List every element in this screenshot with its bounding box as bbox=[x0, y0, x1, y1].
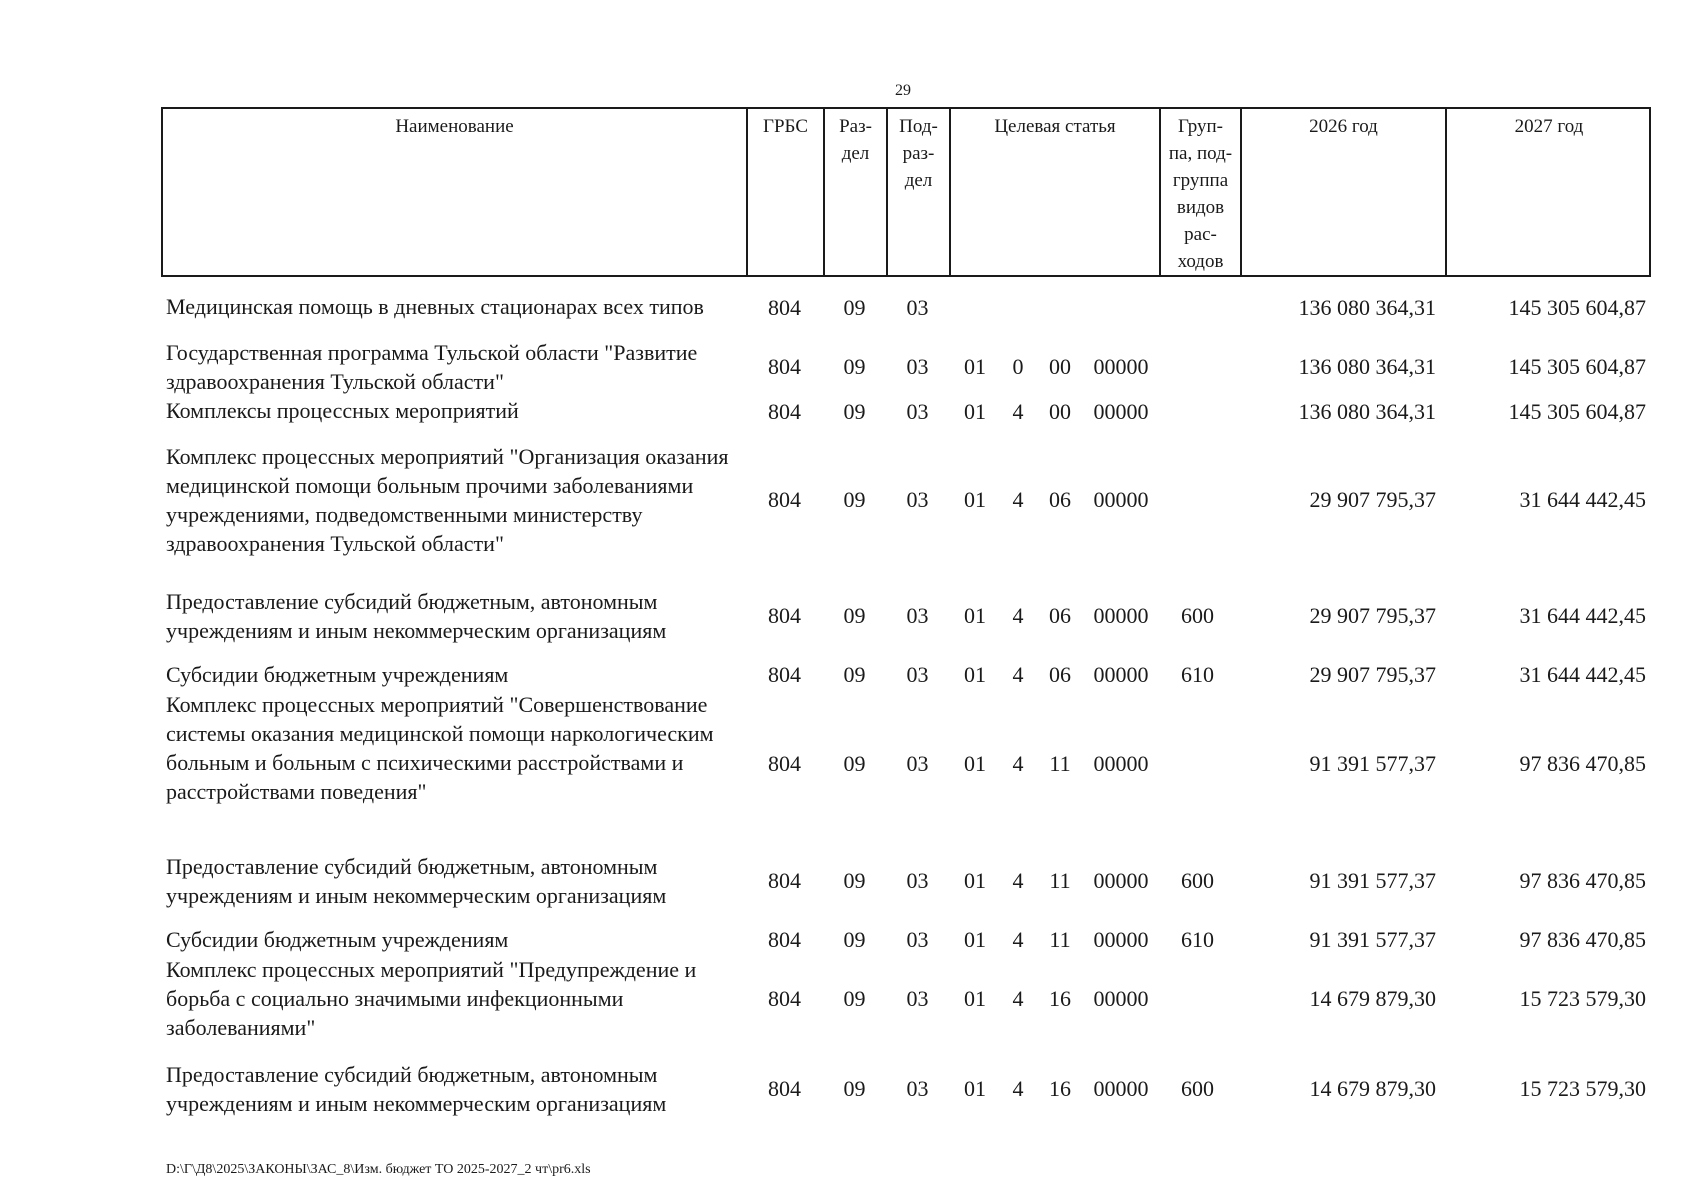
header-razdel: Раз- дел bbox=[823, 109, 886, 275]
cell-t1: 01 bbox=[964, 751, 986, 776]
cell-pr: 03 bbox=[906, 927, 929, 952]
cell-t1: 01 bbox=[964, 603, 986, 628]
header-target: Целевая статья bbox=[949, 109, 1159, 275]
cell-t3: 06 bbox=[1049, 487, 1071, 512]
cell-t1: 01 bbox=[964, 986, 986, 1011]
cell-name: Комплекс процессных мероприятий "Совершенствование системы оказания медицинской помощи наркологическим больным и больным с психическими расстройствами и расстройствами поведения" bbox=[166, 692, 714, 804]
table-row bbox=[0, 587, 1693, 645]
cell-name: Медицинская помощь в дневных стационарах всех типов bbox=[166, 294, 704, 319]
cell-t2: 4 bbox=[1012, 868, 1024, 893]
header-grbs: ГРБС bbox=[746, 109, 823, 275]
cell-t3: 00 bbox=[1049, 354, 1071, 379]
header-podrazdel: Под- раз- дел bbox=[886, 109, 949, 275]
cell-pr: 03 bbox=[906, 295, 929, 320]
table-row bbox=[0, 338, 1693, 396]
cell-y2026: 14 679 879,30 bbox=[1309, 1076, 1436, 1101]
table-row bbox=[0, 660, 1693, 690]
cell-t1: 01 bbox=[964, 1076, 986, 1101]
cell-t4: 00000 bbox=[1093, 354, 1149, 379]
cell-name: Субсидии бюджетным учреждениям bbox=[166, 662, 509, 687]
cell-y2027: 145 305 604,87 bbox=[1508, 354, 1646, 379]
cell-grbs: 804 bbox=[768, 986, 801, 1011]
cell-vr: 600 bbox=[1181, 1076, 1214, 1101]
cell-grbs: 804 bbox=[768, 603, 801, 628]
table-row bbox=[0, 690, 1693, 838]
cell-vr: 610 bbox=[1181, 662, 1214, 687]
table-row bbox=[0, 442, 1693, 558]
cell-rz: 09 bbox=[843, 927, 866, 952]
cell-vr: 610 bbox=[1181, 927, 1214, 952]
cell-y2026: 29 907 795,37 bbox=[1309, 662, 1436, 687]
cell-y2026: 136 080 364,31 bbox=[1298, 399, 1436, 424]
cell-rz: 09 bbox=[843, 295, 866, 320]
cell-name: Государственная программа Тульской области "Развитие здравоохранения Тульской области" bbox=[166, 340, 698, 394]
cell-pr: 03 bbox=[906, 487, 929, 512]
cell-grbs: 804 bbox=[768, 927, 801, 952]
cell-vr bbox=[1157, 292, 1238, 324]
cell-t3 bbox=[1035, 292, 1085, 324]
footer-file-path: D:\Г\Д8\2025\ЗАКОНЫ\ЗАС_8\Изм. бюджет ТО 2025-2027_2 чт\pr6.xls bbox=[166, 1162, 591, 1177]
cell-t1: 01 bbox=[964, 354, 986, 379]
cell-pr: 03 bbox=[906, 399, 929, 424]
table-row bbox=[0, 292, 1693, 324]
cell-pr: 03 bbox=[906, 751, 929, 776]
cell-y2026: 136 080 364,31 bbox=[1298, 354, 1436, 379]
header-group: Груп- па, под- группа видов рас- ходов bbox=[1159, 109, 1240, 275]
cell-t4: 00000 bbox=[1093, 927, 1149, 952]
cell-y2027: 31 644 442,45 bbox=[1519, 662, 1646, 687]
cell-name: Предоставление субсидий бюджетным, автономным учреждениям и иным некоммерческим организациям bbox=[166, 854, 667, 908]
cell-t3: 16 bbox=[1049, 1076, 1071, 1101]
cell-t3: 11 bbox=[1049, 927, 1071, 952]
cell-t4: 00000 bbox=[1093, 399, 1149, 424]
cell-y2026: 29 907 795,37 bbox=[1309, 603, 1436, 628]
cell-t1: 01 bbox=[964, 399, 986, 424]
cell-t1: 01 bbox=[964, 868, 986, 893]
cell-y2026: 91 391 577,37 bbox=[1309, 751, 1436, 776]
cell-vr bbox=[1157, 338, 1238, 396]
cell-t2: 4 bbox=[1012, 1076, 1024, 1101]
cell-pr: 03 bbox=[906, 603, 929, 628]
table-row bbox=[0, 955, 1693, 1043]
cell-t1: 01 bbox=[964, 662, 986, 687]
cell-pr: 03 bbox=[906, 354, 929, 379]
cell-grbs: 804 bbox=[768, 1076, 801, 1101]
cell-grbs: 804 bbox=[768, 295, 801, 320]
table-header bbox=[161, 107, 1651, 277]
cell-rz: 09 bbox=[843, 868, 866, 893]
cell-grbs: 804 bbox=[768, 487, 801, 512]
cell-rz: 09 bbox=[843, 399, 866, 424]
cell-t4: 00000 bbox=[1093, 1076, 1149, 1101]
cell-vr bbox=[1157, 442, 1238, 558]
cell-y2026: 14 679 879,30 bbox=[1309, 986, 1436, 1011]
cell-t2: 4 bbox=[1012, 487, 1024, 512]
cell-t3: 11 bbox=[1049, 751, 1071, 776]
cell-t1 bbox=[949, 292, 1001, 324]
cell-y2027: 97 836 470,85 bbox=[1519, 751, 1646, 776]
cell-pr: 03 bbox=[906, 662, 929, 687]
cell-name: Субсидии бюджетным учреждениям bbox=[166, 927, 509, 952]
table-row bbox=[0, 852, 1693, 910]
table-row bbox=[0, 396, 1693, 428]
cell-t2 bbox=[1001, 292, 1035, 324]
cell-t4: 00000 bbox=[1093, 986, 1149, 1011]
cell-name: Предоставление субсидий бюджетным, автономным учреждениям и иным некоммерческим организациям bbox=[166, 589, 667, 643]
cell-vr bbox=[1157, 396, 1238, 428]
cell-name: Комплекс процессных мероприятий "Организация оказания медицинской помощи больным прочими заболеваниями учреждениями, подведомственными министерству здравоохранения Тульской области" bbox=[166, 444, 729, 556]
cell-t2: 4 bbox=[1012, 927, 1024, 952]
cell-vr: 600 bbox=[1181, 603, 1214, 628]
cell-t3: 11 bbox=[1049, 868, 1071, 893]
header-2026: 2026 год bbox=[1240, 109, 1445, 275]
cell-y2026: 29 907 795,37 bbox=[1309, 487, 1436, 512]
cell-name: Комплексы процессных мероприятий bbox=[166, 398, 519, 423]
cell-y2027: 15 723 579,30 bbox=[1519, 986, 1646, 1011]
cell-name: Комплекс процессных мероприятий "Предупреждение и борьба с социально значимыми инфекционными заболеваниями" bbox=[166, 957, 697, 1040]
cell-y2027: 145 305 604,87 bbox=[1508, 399, 1646, 424]
cell-t2: 4 bbox=[1012, 603, 1024, 628]
cell-t2: 0 bbox=[1012, 354, 1024, 379]
cell-y2027: 15 723 579,30 bbox=[1519, 1076, 1646, 1101]
cell-grbs: 804 bbox=[768, 354, 801, 379]
cell-vr bbox=[1157, 955, 1238, 1043]
cell-t2: 4 bbox=[1012, 751, 1024, 776]
cell-grbs: 804 bbox=[768, 662, 801, 687]
cell-t2: 4 bbox=[1012, 986, 1024, 1011]
cell-vr: 600 bbox=[1181, 868, 1214, 893]
cell-rz: 09 bbox=[843, 1076, 866, 1101]
cell-pr: 03 bbox=[906, 868, 929, 893]
cell-t4: 00000 bbox=[1093, 751, 1149, 776]
cell-grbs: 804 bbox=[768, 399, 801, 424]
cell-y2026: 136 080 364,31 bbox=[1298, 295, 1436, 320]
cell-t2: 4 bbox=[1012, 399, 1024, 424]
cell-y2026: 91 391 577,37 bbox=[1309, 927, 1436, 952]
cell-rz: 09 bbox=[843, 751, 866, 776]
cell-t3: 06 bbox=[1049, 662, 1071, 687]
cell-vr bbox=[1157, 690, 1238, 838]
cell-t3: 00 bbox=[1049, 399, 1071, 424]
header-2027: 2027 год bbox=[1445, 109, 1651, 275]
cell-rz: 09 bbox=[843, 487, 866, 512]
cell-t1: 01 bbox=[964, 927, 986, 952]
cell-grbs: 804 bbox=[768, 751, 801, 776]
cell-t1: 01 bbox=[964, 487, 986, 512]
cell-rz: 09 bbox=[843, 986, 866, 1011]
cell-t3: 16 bbox=[1049, 986, 1071, 1011]
cell-rz: 09 bbox=[843, 354, 866, 379]
cell-rz: 09 bbox=[843, 603, 866, 628]
cell-y2027: 97 836 470,85 bbox=[1519, 927, 1646, 952]
cell-t3: 06 bbox=[1049, 603, 1071, 628]
cell-t4 bbox=[1085, 292, 1157, 324]
table-row bbox=[0, 925, 1693, 955]
cell-t4: 00000 bbox=[1093, 662, 1149, 687]
cell-pr: 03 bbox=[906, 1076, 929, 1101]
cell-y2026: 91 391 577,37 bbox=[1309, 868, 1436, 893]
header-name: Наименование bbox=[395, 116, 514, 137]
cell-y2027: 97 836 470,85 bbox=[1519, 868, 1646, 893]
cell-t4: 00000 bbox=[1093, 868, 1149, 893]
cell-t4: 00000 bbox=[1093, 603, 1149, 628]
cell-y2027: 31 644 442,45 bbox=[1519, 487, 1646, 512]
cell-t4: 00000 bbox=[1093, 487, 1149, 512]
cell-pr: 03 bbox=[906, 986, 929, 1011]
cell-name: Предоставление субсидий бюджетным, автономным учреждениям и иным некоммерческим организациям bbox=[166, 1062, 667, 1116]
page-number: 29 bbox=[895, 82, 911, 99]
table-row bbox=[0, 1060, 1693, 1118]
cell-t2: 4 bbox=[1012, 662, 1024, 687]
cell-rz: 09 bbox=[843, 662, 866, 687]
cell-y2027: 145 305 604,87 bbox=[1508, 295, 1646, 320]
cell-y2027: 31 644 442,45 bbox=[1519, 603, 1646, 628]
cell-grbs: 804 bbox=[768, 868, 801, 893]
